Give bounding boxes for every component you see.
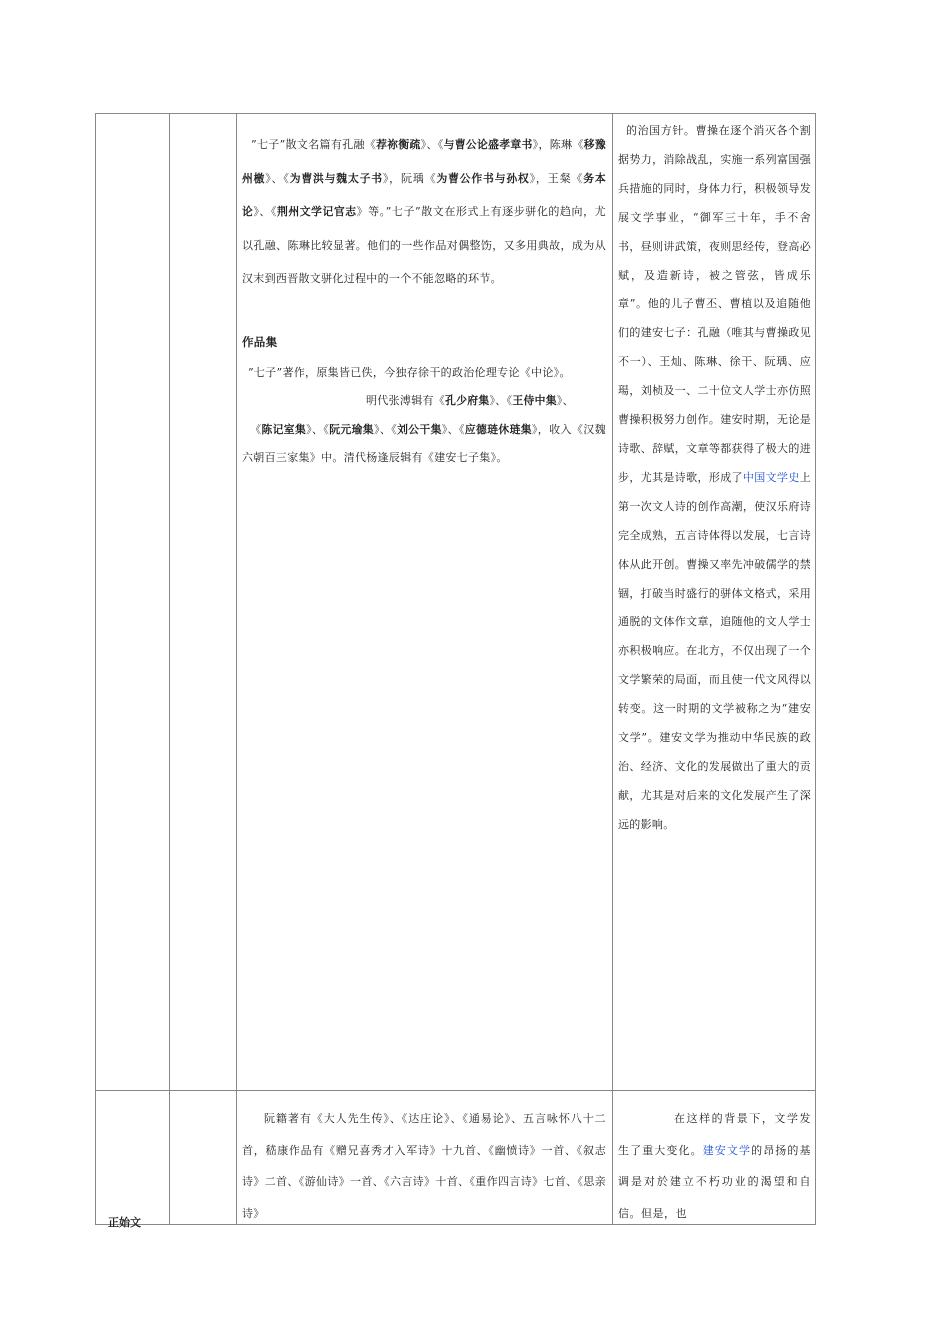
text-span: 明代张溥辑有《 bbox=[366, 394, 446, 407]
work-title: 为曹公作书与孙权 bbox=[436, 171, 530, 185]
section-heading: 作品集 bbox=[242, 334, 278, 349]
text-span: 在这样的背景下，文学发生了重大变化。 bbox=[618, 1112, 811, 1157]
text-span: 上第一次文人诗的创作高潮，使汉乐府诗完全成熟，五言诗体得以发展，七言诗体从此开创。曹操又率先冲破儒学的禁锢，打破当时盛行的骈体文格式，采用通脱的文体作文章，追随他的文人学士亦积极响应。在北方，不仅出现了一个文学繁荣的局面，而且使一代文风得以转变。这一时期的文学被称之为“建安文学”。建安文学为推动中华民族的政治、经济、文化的发展做出了重大的贡献，尤其是对后来的文化发展产生了深远的影响。 bbox=[618, 470, 811, 831]
work-title: 阮元瑜集 bbox=[329, 422, 374, 436]
text-span: 》等。”七子”散文在形式上有逐步骈化的趋向，尤以孔融、陈琳比较显著。他们的一些作品对偶整饬，又多用典故，成为从汉末到西晋散文骈化过程中的一个不能忽略的环节。 bbox=[242, 205, 606, 285]
background-change-paragraph bbox=[618, 1103, 811, 1229]
table-border-top bbox=[95, 113, 816, 114]
row2-main-cell bbox=[242, 1103, 606, 1229]
work-title: 陈记室集 bbox=[261, 422, 307, 436]
text-span: 》，王粲《 bbox=[529, 171, 584, 185]
text-span: 》、《 bbox=[373, 422, 398, 436]
text-span: 》、《 bbox=[441, 422, 465, 436]
text-span: 》、 bbox=[556, 394, 574, 407]
text-span: 《 bbox=[250, 422, 262, 436]
text-span: ”七子”著作，原集皆已佚，今独存徐干的政治伦理专论《中论》。 bbox=[248, 365, 571, 379]
text-span: 》、《 bbox=[306, 422, 330, 436]
chinese-literature-history-link[interactable]: 中国文学史 bbox=[742, 470, 800, 484]
jianan-literature-paragraph bbox=[618, 117, 811, 840]
row1-side-cell bbox=[618, 117, 811, 840]
work-title: 务本论 bbox=[242, 171, 607, 218]
work-title: 为曹洪与魏太子书 bbox=[289, 171, 383, 185]
text-span: 》、《 bbox=[253, 205, 278, 218]
row2-side-cell bbox=[618, 1103, 811, 1229]
column-divider-3 bbox=[612, 113, 613, 1225]
row1-main-cell bbox=[242, 128, 606, 473]
seven-masters-prose-paragraph bbox=[242, 128, 606, 296]
work-title: 荆州文学记官志 bbox=[277, 205, 357, 218]
ruan-ji-works-paragraph: 阮籍著有《大人先生传》、《达庄论》、《通易论》、五言咏怀八十二首，嵇康作品有《赠兄喜秀才入军诗》十九首、《幽愤诗》一首、《叙志诗》二首、《游仙诗》一首、《六言诗》十首、《重作四言诗》七首、《思亲诗》 bbox=[242, 1112, 606, 1220]
work-title: 王侍中集 bbox=[512, 394, 557, 407]
text-span: 》、《 bbox=[265, 171, 290, 185]
text-span: 的治国方针。曹操在逐个消灭各个割据势力，消除战乱，实施一系列富国强兵措施的同时，身体力行，积极领导发展文学事业，“御军三十年，手不舍书，昼则讲武策，夜则思经传，登高必赋，及造新诗，被之管弦，皆成乐章”。他的儿子曹丕、曹植以及追随他们的建安七子：孔融（唯其与曹操政见不一）、王灿、陈琳、徐干、阮瑀、应瑒，刘桢及一、二十位文人学士亦仿照曹操积极努力创作。建安时期，无论是诗歌、辞赋，文章等都获得了极大的进步，尤其是诗歌，形成了 bbox=[618, 124, 811, 484]
work-title: 刘公干集 bbox=[397, 422, 442, 436]
collected-works-paragraph bbox=[242, 359, 606, 473]
work-title: 孔少府集 bbox=[445, 394, 490, 407]
table-border-right bbox=[815, 113, 816, 1225]
row-label-zhengshi: 正始文 bbox=[108, 1216, 141, 1229]
text-span: 的昂扬的基调是对於建立不朽功业的渴望和自信。但是，也 bbox=[618, 1143, 812, 1220]
column-divider-2 bbox=[236, 113, 237, 1225]
text-span: 》，收入《汉魏六朝百三家集》中。清代杨逢辰辑有《建安七子集》。 bbox=[242, 422, 606, 464]
row-divider bbox=[95, 1090, 816, 1091]
jianan-literature-link[interactable]: 建安文学 bbox=[702, 1143, 752, 1157]
work-title: 移豫州檄 bbox=[242, 138, 607, 185]
text-span: 》、《 bbox=[489, 394, 513, 407]
column-divider-1 bbox=[169, 113, 170, 1225]
table-border-left bbox=[95, 113, 96, 1225]
work-title: 应德琏休琏集 bbox=[464, 422, 532, 436]
work-title: 荐祢衡疏 bbox=[376, 138, 421, 151]
work-title: 与曹公论盛孝章书 bbox=[443, 138, 533, 151]
text-span: 》，陈琳《 bbox=[532, 138, 584, 151]
text-span: ”七子”散文名篇有孔融《 bbox=[251, 138, 377, 151]
text-span: 》、《 bbox=[420, 138, 444, 151]
text-span: 》，阮瑀《 bbox=[382, 171, 437, 185]
